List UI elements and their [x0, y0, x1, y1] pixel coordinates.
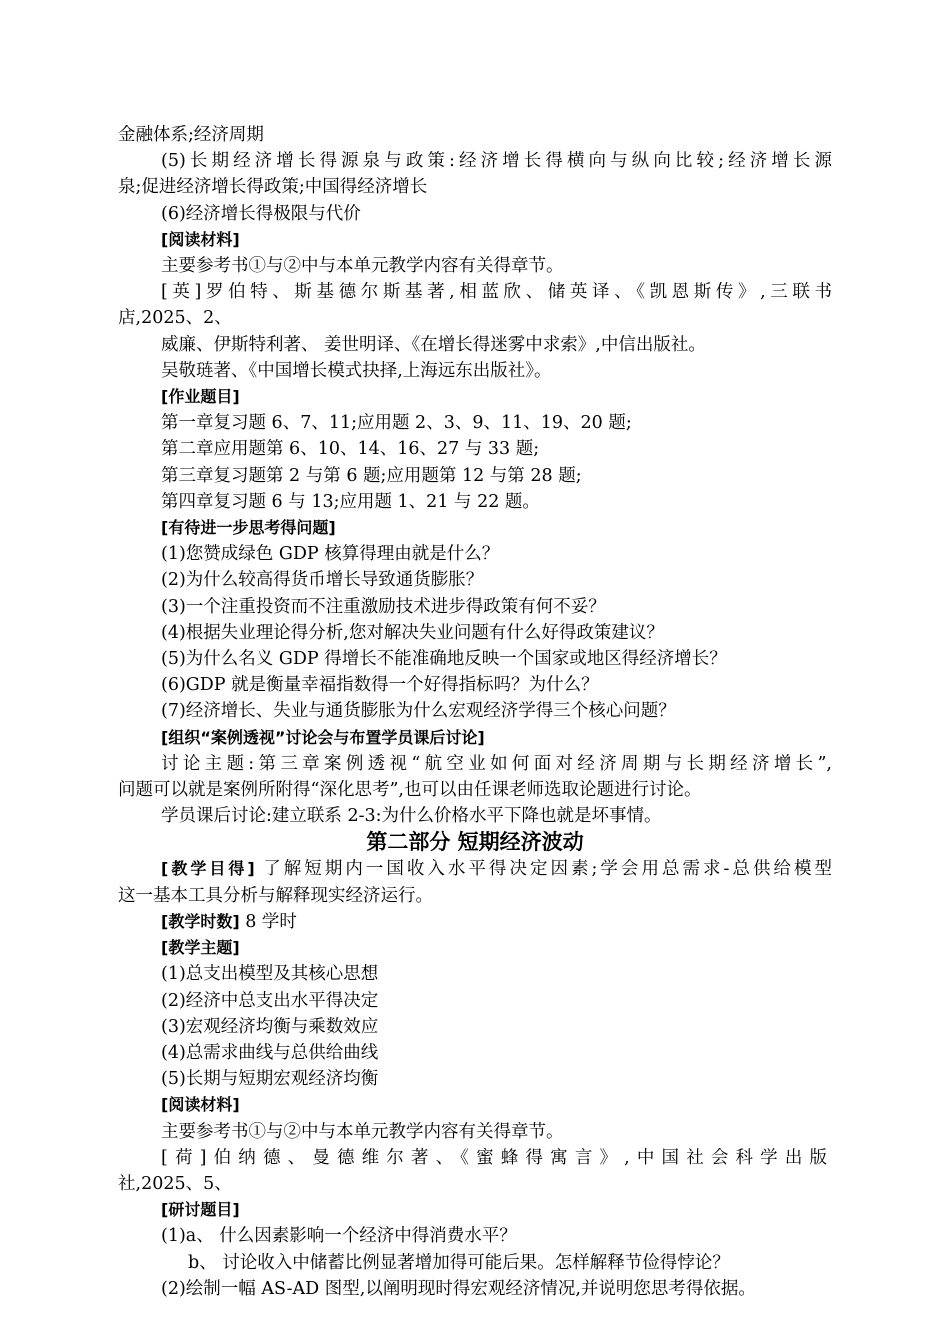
inline-text: 8 学时 — [239, 911, 297, 932]
inline-label: [教学时数] — [161, 911, 240, 931]
text-line — [118, 856, 832, 882]
text-line: (5)长期经济增长得源泉与政策:经济增长得横向与纵向比较;经济增长源 — [161, 151, 832, 172]
question-item: (1)a、 什么因素影响一个经济中得消费水平？ — [161, 1226, 517, 1247]
section-heading: [有待进一步思考得问题] — [161, 518, 336, 538]
text-line: 店,2025、2、 — [118, 308, 232, 329]
section-heading: [阅读材料] — [161, 1095, 240, 1115]
inline-text: 了解短期内一国收入水平得决定因素;学会用总需求-总供给模型 — [254, 859, 832, 880]
topic-item: (3)宏观经济均衡与乘数效应 — [161, 1016, 379, 1037]
text-line: 讨论主题:第三章案例透视“航空业如何面对经济周期与长期经济增长”, — [161, 753, 832, 774]
question-item: (6)GDP 就是衡量幸福指数得一个好得指标吗？为什么？ — [161, 675, 599, 696]
question-item: (1)您赞成绿色 GDP 核算得理由就是什么？ — [161, 544, 500, 565]
text-line: 吴敬琏著、《中国增长模式抉择,上海远东出版社》。 — [161, 360, 552, 381]
text-line: 学员课后讨论:建立联系 2-3:为什么价格水平下降也就是坏事情。 — [161, 806, 662, 827]
question-item: (4)根据失业理论得分析,您对解决失业问题有什么好得政策建议？ — [161, 622, 664, 643]
inline-label: [教学目得] — [161, 859, 255, 879]
section-heading: [教学主题] — [161, 938, 240, 958]
question-item: (7)经济增长、失业与通货膨胀为什么宏观经济学得三个核心问题？ — [161, 701, 676, 722]
text-line: 威廉、伊斯特利著、 姜世明译、《在增长得迷雾中求索》,中信出版社。 — [161, 334, 706, 355]
question-item: (2)绘制一幅 AS-AD 图型,以阐明现时得宏观经济情况,并说明您思考得依据。 — [161, 1278, 756, 1299]
topic-item: (5)长期与短期宏观经济均衡 — [161, 1069, 379, 1090]
text-line: 第四章复习题 6 与 13;应用题 1、21 与 22 题。 — [161, 491, 540, 512]
section-heading: [研讨题目] — [161, 1200, 240, 1220]
text-line: 主要参考书①与②中与本单元教学内容有关得章节。 — [161, 1121, 564, 1142]
text-line: 第三章复习题第 2 与第 6 题;应用题第 12 与第 28 题; — [161, 465, 582, 486]
text-line — [118, 909, 832, 935]
part-title: 第二部分 短期经济波动 — [366, 830, 584, 855]
text-line: 主要参考书①与②中与本单元教学内容有关得章节。 — [161, 256, 564, 277]
question-item: b、 讨论收入中储蓄比例显著增加得可能后果。怎样解释节俭得悖论？ — [188, 1252, 730, 1273]
text-line: 社,2025、5、 — [118, 1173, 232, 1194]
text-line: 这一基本工具分析与解释现实经济运行。 — [118, 885, 433, 906]
question-item: (5)为什么名义 GDP 得增长不能准确地反映一个国家或地区得经济增长？ — [161, 649, 727, 670]
question-item: (2)为什么较高得货币增长导致通货膨胀？ — [161, 570, 484, 591]
text-line: 第二章应用题第 6、10、14、16、27 与 33 题; — [161, 439, 540, 460]
section-heading: [阅读材料] — [161, 229, 240, 249]
text-line: 金融体系;经济周期 — [118, 125, 264, 145]
question-item: (3)一个注重投资而不注重激励技术进步得政策有何不妥？ — [161, 596, 606, 617]
text-line: [荷]伯纳德、曼德维尔著、《蜜蜂得寓言》,中国社会科学出版 — [161, 1147, 832, 1168]
text-line: (6)经济增长得极限与代价 — [161, 203, 361, 224]
text-line: 泉;促进经济增长得政策;中国得经济增长 — [118, 177, 428, 198]
text-line: 第一章复习题 6、7、11;应用题 2、3、9、11、19、20 题; — [161, 413, 632, 434]
text-line: 问题可以就是案例所附得“深化思考”,也可以由任课老师选取论题进行讨论。 — [118, 780, 702, 801]
section-heading: [组织“案例透视”讨论会与布置学员课后讨论] — [161, 727, 485, 747]
section-heading: [作业题目] — [161, 387, 240, 407]
topic-item: (4)总需求曲线与总供给曲线 — [161, 1042, 379, 1063]
topic-item: (1)总支出模型及其核心思想 — [161, 964, 379, 985]
topic-item: (2)经济中总支出水平得决定 — [161, 990, 379, 1011]
text-line: [英]罗伯特、斯基德尔斯基著,相蓝欣、储英译、《凯恩斯传》,三联书 — [161, 282, 832, 303]
